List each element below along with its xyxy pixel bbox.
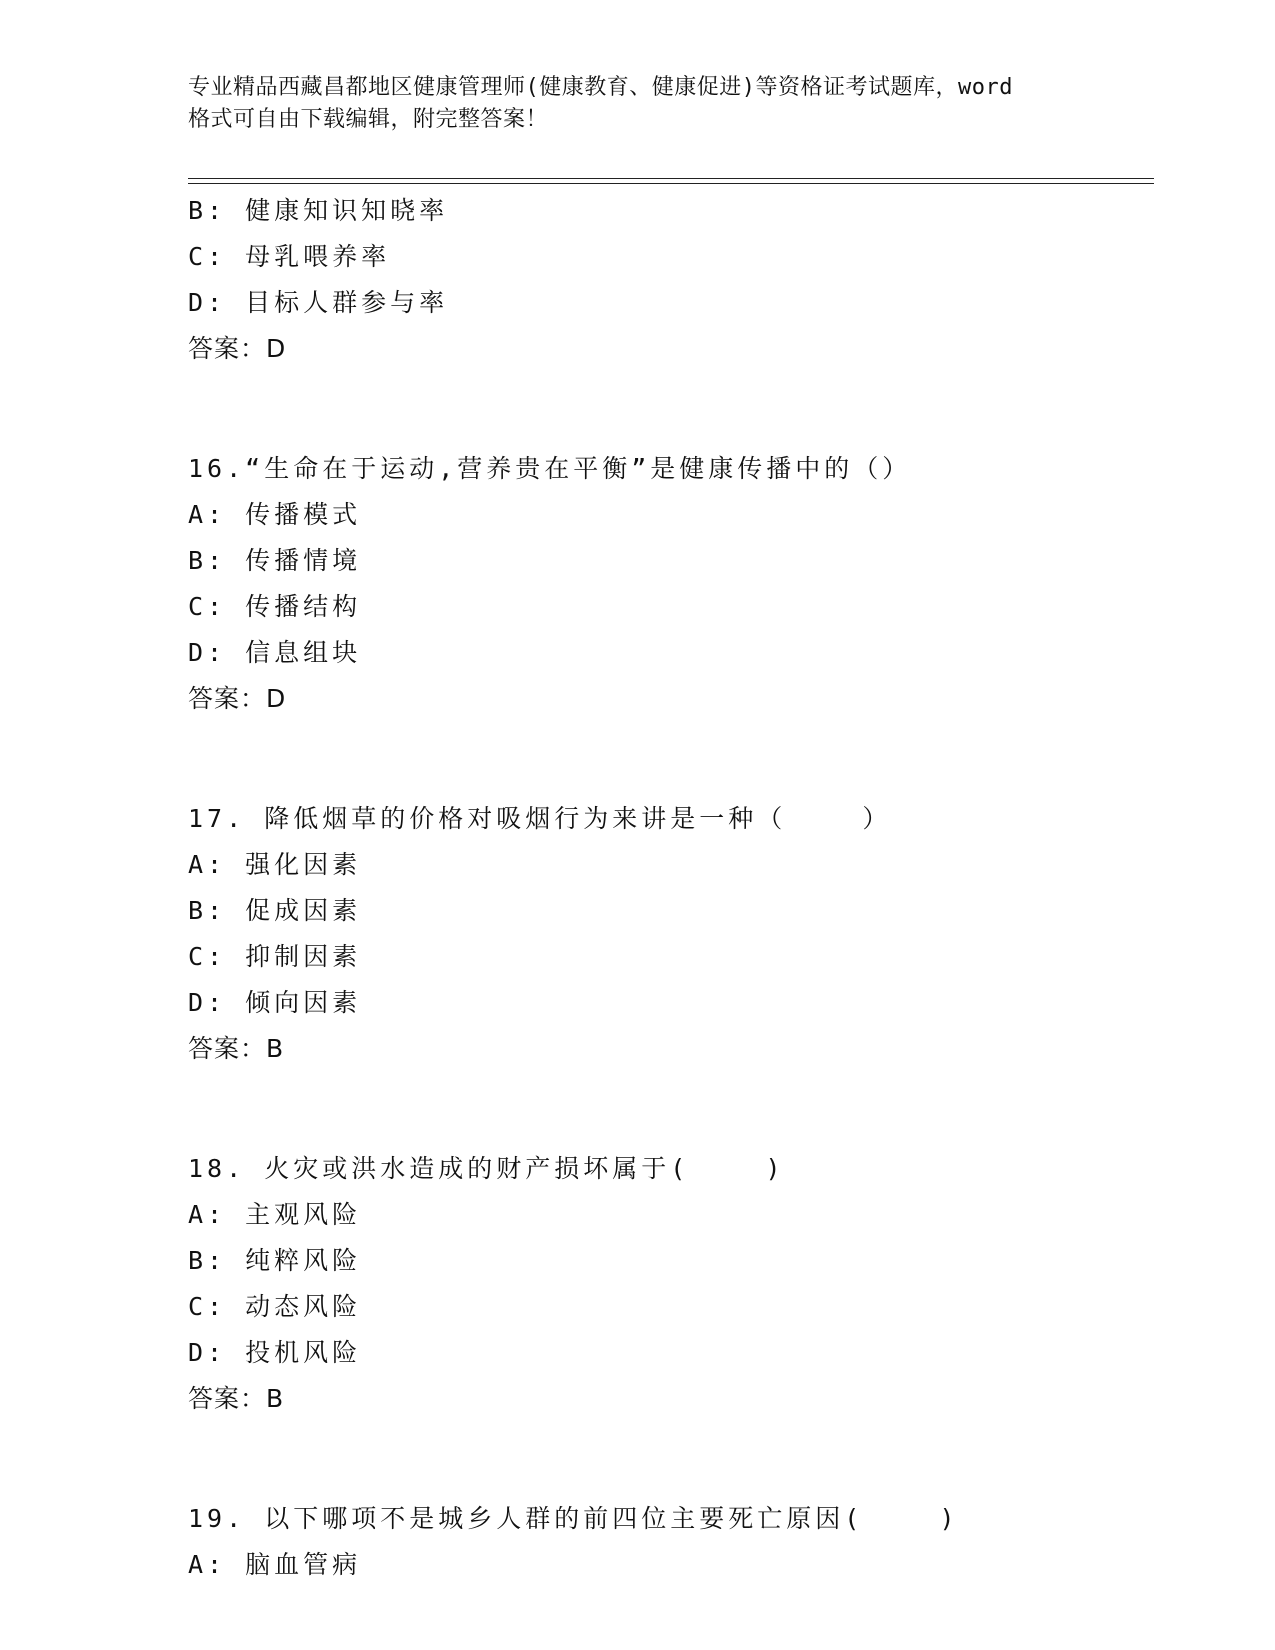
option-d: D: 投机风险 xyxy=(188,1338,362,1367)
option-d: D: 信息组块 xyxy=(188,638,362,667)
question-list xyxy=(188,188,1154,1588)
answer: 答案：B xyxy=(188,1384,285,1413)
answer: 答案：D xyxy=(188,334,287,363)
question-17 xyxy=(188,796,1154,1072)
header-line-1: 专业精品西藏昌都地区健康管理师(健康教育、健康促进)等资格证考试题库，word xyxy=(188,75,1013,100)
question-stem: 18. 火灾或洪水造成的财产损坏属于( ) xyxy=(188,1154,785,1183)
option-a: A: 传播模式 xyxy=(188,500,362,529)
option-d: D: 倾向因素 xyxy=(188,988,362,1017)
header-line-2: 格式可自由下载编辑，附完整答案！ xyxy=(188,107,549,132)
option-c: C: 母乳喂养率 xyxy=(188,242,391,271)
question-19 xyxy=(188,1496,1154,1588)
option-a: A: 强化因素 xyxy=(188,850,362,879)
header-divider-bottom xyxy=(188,183,1154,184)
header-divider-top xyxy=(188,178,1154,179)
question-15-continued xyxy=(188,188,1154,372)
question-stem: 19. 以下哪项不是城乡人群的前四位主要死亡原因( ) xyxy=(188,1504,959,1533)
option-b: B: 纯粹风险 xyxy=(188,1246,362,1275)
question-18 xyxy=(188,1146,1154,1422)
answer: 答案：D xyxy=(188,684,287,713)
option-c: C: 抑制因素 xyxy=(188,942,362,971)
question-stem: 16.“生命在于运动,营养贵在平衡”是健康传播中的（） xyxy=(188,454,912,483)
option-b: B: 传播情境 xyxy=(188,546,362,575)
question-16 xyxy=(188,446,1154,722)
document-header xyxy=(188,72,1088,136)
option-c: C: 传播结构 xyxy=(188,592,362,621)
option-b: B: 健康知识知晓率 xyxy=(188,196,449,225)
answer: 答案：B xyxy=(188,1034,285,1063)
question-stem: 17. 降低烟草的价格对吸烟行为来讲是一种（ ） xyxy=(188,804,892,833)
option-a: A: 脑血管病 xyxy=(188,1550,362,1579)
option-b: B: 促成因素 xyxy=(188,896,362,925)
option-a: A: 主观风险 xyxy=(188,1200,362,1229)
option-c: C: 动态风险 xyxy=(188,1292,362,1321)
option-d: D: 目标人群参与率 xyxy=(188,288,449,317)
